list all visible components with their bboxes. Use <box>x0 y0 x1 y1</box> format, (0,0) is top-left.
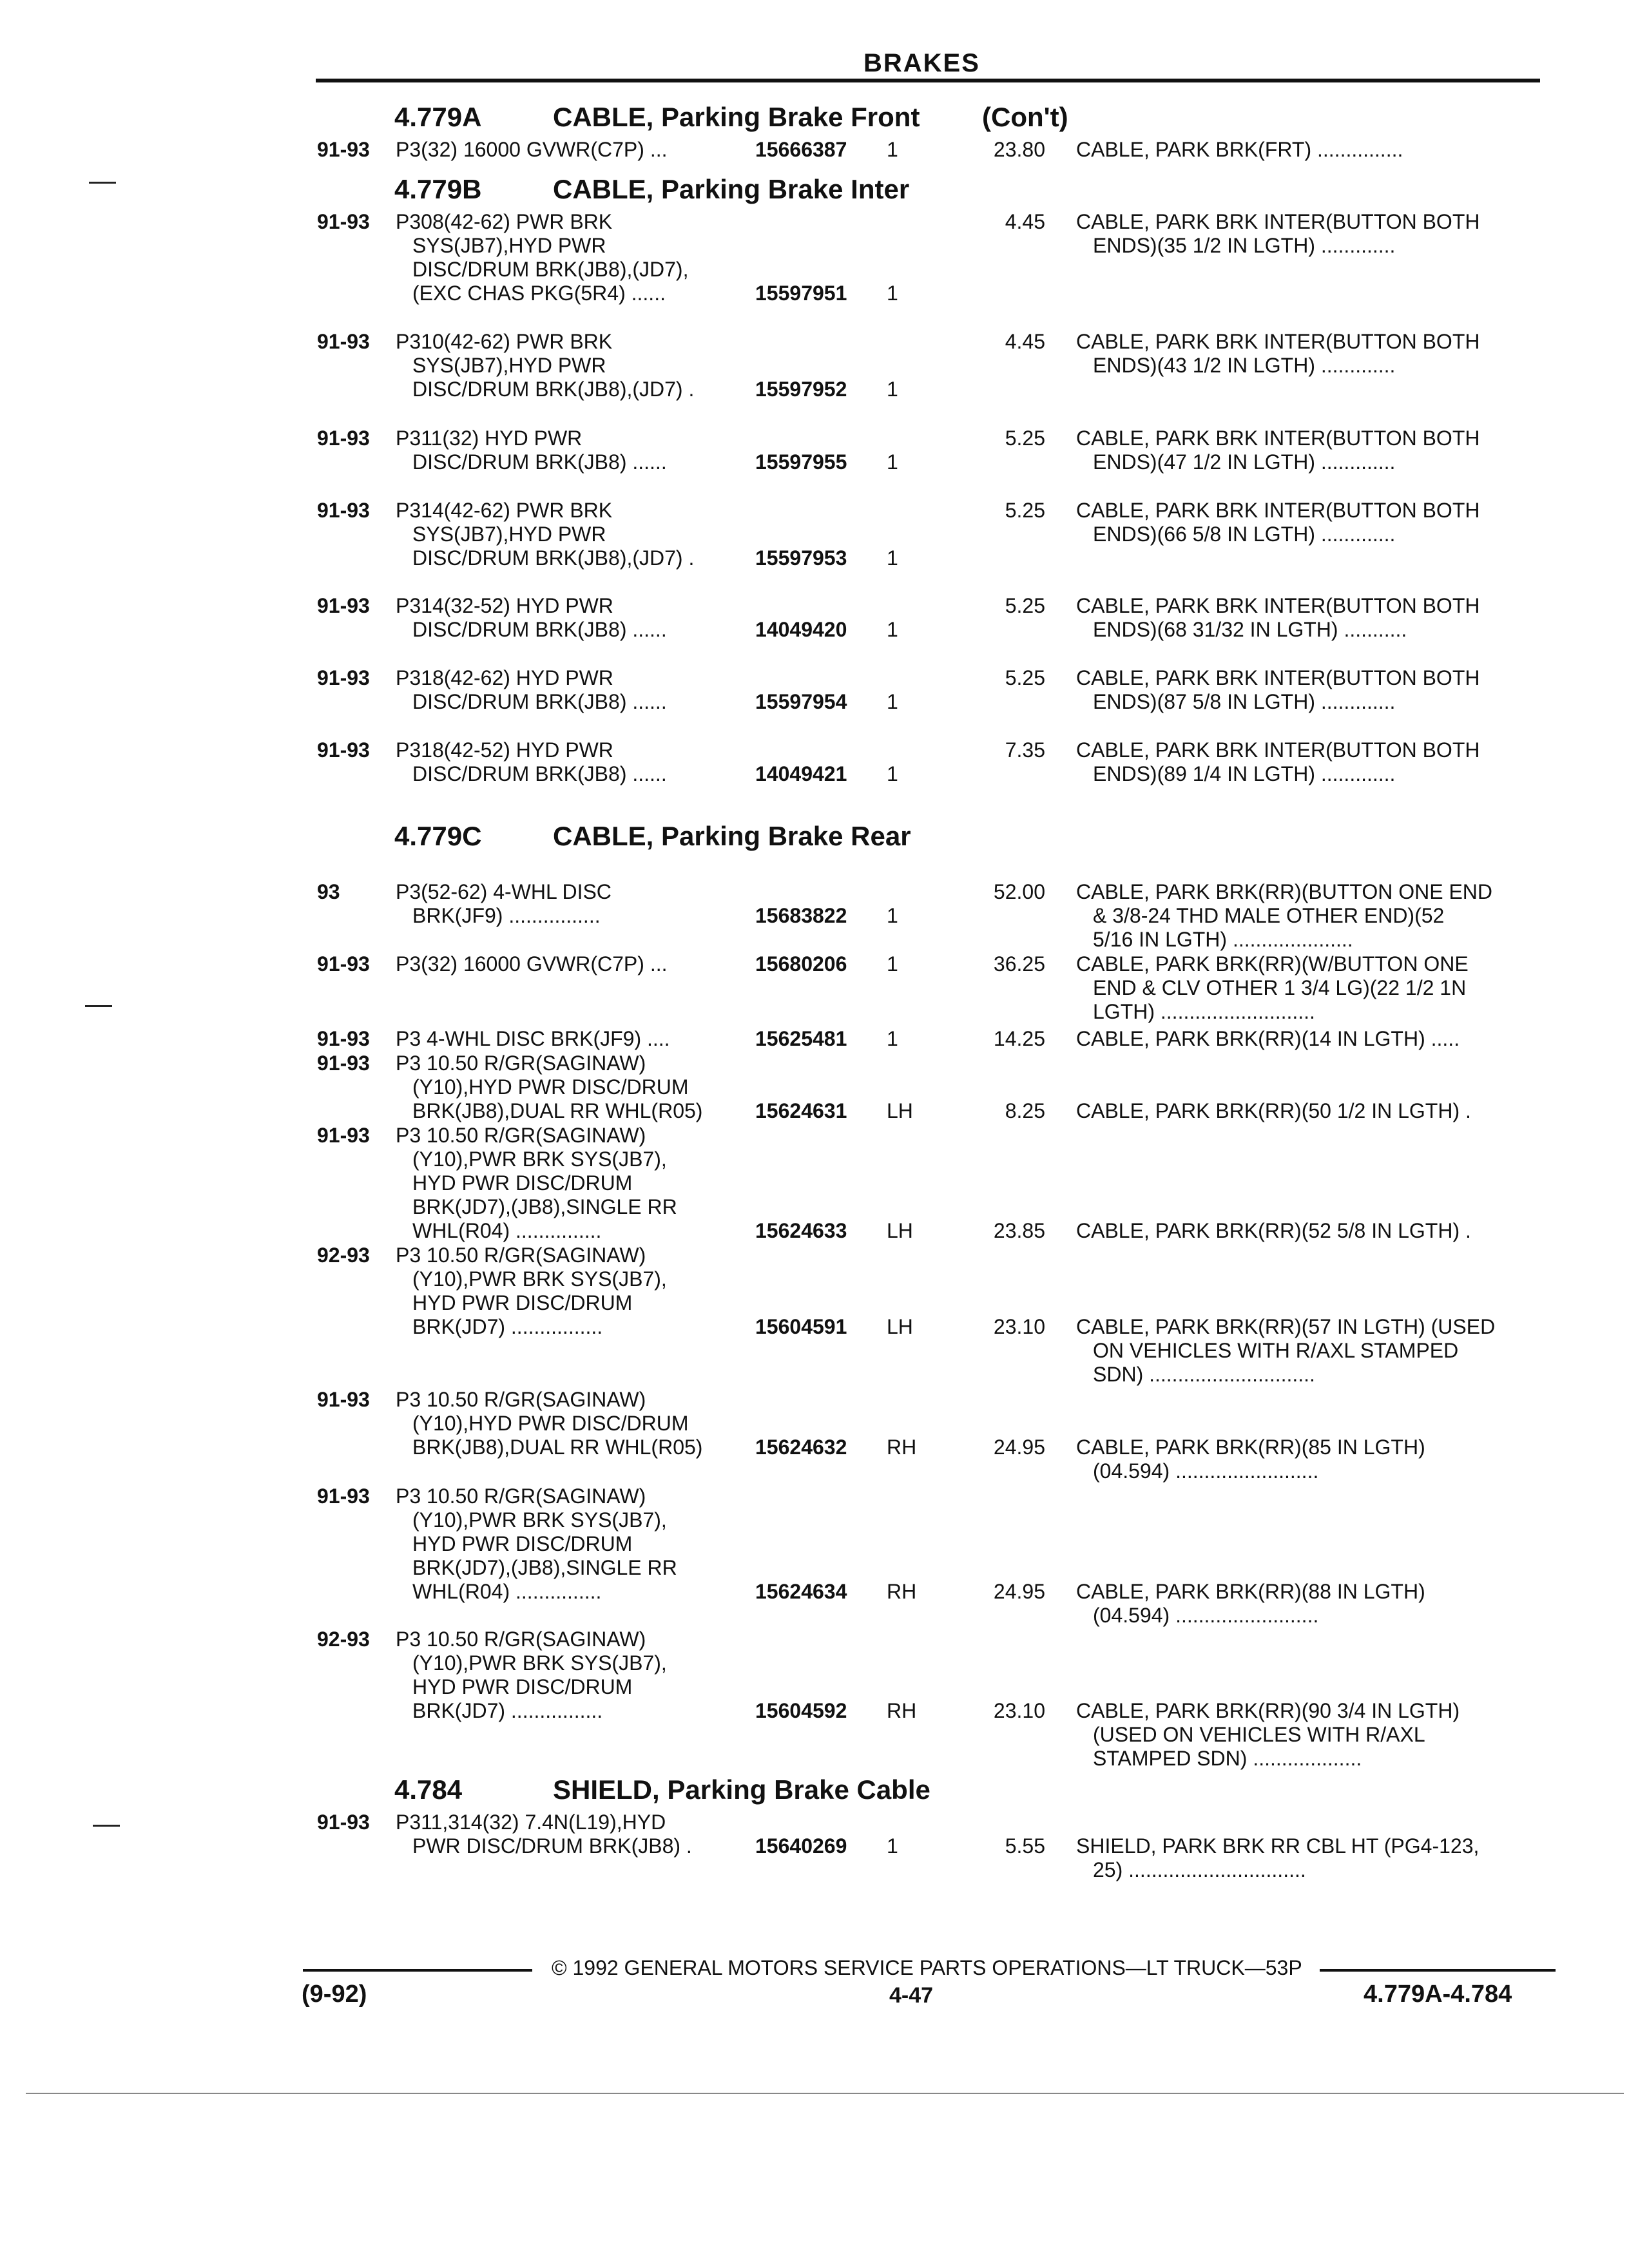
section-number: 4.779A <box>394 102 482 132</box>
quantity: 1 <box>887 450 898 474</box>
application-description <box>396 330 757 401</box>
application-description <box>396 1485 757 1604</box>
list-price: 23.10 <box>993 1699 1045 1722</box>
description-line: DISC/DRUM BRK(JB8) ...... <box>412 762 667 785</box>
description-line: DISC/DRUM BRK(JB8) ...... <box>412 450 667 474</box>
list-price: 23.10 <box>993 1315 1045 1338</box>
part-description <box>1076 1388 1540 1483</box>
section-title: CABLE, Parking Brake Rear <box>553 821 911 851</box>
quantity: RH <box>887 1580 917 1603</box>
part-description-line: ENDS)(35 1/2 IN LGTH) ............. <box>1093 234 1396 257</box>
list-price: 14.25 <box>993 1027 1045 1050</box>
part-description-line <box>1076 1388 1540 1412</box>
part-description <box>1076 738 1540 786</box>
part-description-line <box>1076 1124 1540 1148</box>
description-line: (EXC CHAS PKG(5R4) ...... <box>412 282 666 305</box>
description-line: P3(32) 16000 GVWR(C7P) ... <box>396 138 668 161</box>
header-rule <box>316 79 1540 82</box>
part-number: 15597952 <box>755 378 847 401</box>
application-description <box>396 1052 757 1123</box>
description-line: P3 10.50 R/GR(SAGINAW) <box>396 1388 646 1411</box>
description-line: P3 10.50 R/GR(SAGINAW) <box>396 1052 646 1075</box>
model-years: 91-93 <box>317 952 370 975</box>
model-years: 93 <box>317 880 340 903</box>
quantity: 1 <box>887 546 898 570</box>
list-price: 24.95 <box>993 1436 1045 1459</box>
part-description <box>1076 330 1540 378</box>
quantity: RH <box>887 1699 917 1722</box>
footer-rule-left <box>303 1969 532 1972</box>
application-description <box>396 738 757 786</box>
section-continued-label: (Con't) <box>982 102 1068 132</box>
description-line: PWR DISC/DRUM BRK(JB8) . <box>412 1834 692 1858</box>
part-description <box>1076 880 1540 952</box>
part-number: 15597951 <box>755 282 847 305</box>
quantity: 1 <box>887 138 898 161</box>
part-description-line <box>1076 1148 1540 1171</box>
description-line: (Y10),PWR BRK SYS(JB7), <box>412 1148 667 1171</box>
list-price: 5.25 <box>1005 499 1045 522</box>
description-line: SYS(JB7),HYD PWR <box>412 523 606 546</box>
part-description-line: CABLE, PARK BRK INTER(BUTTON BOTH <box>1076 330 1480 353</box>
list-price: 52.00 <box>993 880 1045 903</box>
part-description-line: CABLE, PARK BRK(FRT) ............... <box>1076 138 1403 161</box>
application-description <box>396 427 757 474</box>
part-number: 15604591 <box>755 1315 847 1338</box>
application-description <box>396 1027 757 1051</box>
part-description-line: CABLE, PARK BRK INTER(BUTTON BOTH <box>1076 210 1480 233</box>
application-description <box>396 1244 757 1339</box>
model-years: 92-93 <box>317 1628 370 1651</box>
footer-copyright: © 1992 GENERAL MOTORS SERVICE PARTS OPERATIONS—LT TRUCK—53P <box>552 1956 1302 1979</box>
binder-mark <box>93 1825 120 1827</box>
description-line: HYD PWR DISC/DRUM <box>412 1675 633 1698</box>
quantity: 1 <box>887 618 898 641</box>
description-line: P3(52-62) 4-WHL DISC <box>396 880 612 903</box>
footer-revision-date: (9-92) <box>302 1981 367 2008</box>
description-line: SYS(JB7),HYD PWR <box>412 234 606 257</box>
list-price: 4.45 <box>1005 330 1045 353</box>
section-number: 4.779B <box>394 174 482 204</box>
description-line: P318(42-62) HYD PWR <box>396 666 613 689</box>
part-number: 15680206 <box>755 952 847 975</box>
section-title: CABLE, Parking Brake Front <box>553 102 920 132</box>
part-description <box>1076 1244 1540 1387</box>
part-description-line: ENDS)(47 1/2 IN LGTH) ............. <box>1093 450 1396 474</box>
part-description-line <box>1076 1651 1540 1675</box>
part-description-line <box>1076 1267 1540 1291</box>
part-description <box>1076 1124 1540 1243</box>
part-description-line: STAMPED SDN) ................... <box>1093 1747 1362 1770</box>
part-description-line: CABLE, PARK BRK(RR)(52 5/8 IN LGTH) . <box>1076 1219 1471 1242</box>
section-title: CABLE, Parking Brake Inter <box>553 174 910 204</box>
list-price: 4.45 <box>1005 210 1045 233</box>
list-price: 8.25 <box>1005 1099 1045 1122</box>
quantity: 1 <box>887 282 898 305</box>
description-line: HYD PWR DISC/DRUM <box>412 1171 633 1195</box>
part-description <box>1076 1485 1540 1628</box>
part-description-line: ENDS)(43 1/2 IN LGTH) ............. <box>1093 354 1396 377</box>
part-description <box>1076 1027 1540 1051</box>
part-number: 14049420 <box>755 618 847 641</box>
description-line: BRK(JB8),DUAL RR WHL(R05) <box>412 1436 703 1459</box>
part-description-line: (USED ON VEHICLES WITH R/AXL <box>1093 1723 1425 1746</box>
part-description-line: CABLE, PARK BRK(RR)(90 3/4 IN LGTH) <box>1076 1699 1460 1722</box>
list-price: 7.35 <box>1005 738 1045 762</box>
list-price: 5.25 <box>1005 427 1045 450</box>
part-description-line <box>1076 1508 1540 1532</box>
description-line: P318(42-52) HYD PWR <box>396 738 613 762</box>
part-description-line: SDN) ............................. <box>1093 1363 1315 1386</box>
description-line: WHL(R04) ............... <box>412 1219 602 1242</box>
description-line: P308(42-62) PWR BRK <box>396 210 613 233</box>
list-price: 23.80 <box>993 138 1045 161</box>
part-description-line <box>1076 1628 1540 1651</box>
description-line: P314(42-62) PWR BRK <box>396 499 613 522</box>
part-description-line: CABLE, PARK BRK INTER(BUTTON BOTH <box>1076 594 1480 617</box>
part-description-line: CABLE, PARK BRK INTER(BUTTON BOTH <box>1076 666 1480 689</box>
part-description-line: 25) ............................... <box>1093 1858 1306 1881</box>
part-description-line <box>1076 1412 1540 1436</box>
part-number: 15640269 <box>755 1834 847 1858</box>
application-description <box>396 1628 757 1723</box>
quantity: 1 <box>887 1834 898 1858</box>
part-number: 15683822 <box>755 904 847 927</box>
part-description-line <box>1076 1485 1540 1508</box>
list-price: 5.25 <box>1005 594 1045 617</box>
part-description-line: CABLE, PARK BRK(RR)(57 IN LGTH) (USED <box>1076 1315 1496 1338</box>
part-number: 15624633 <box>755 1219 847 1242</box>
model-years: 91-93 <box>317 1124 370 1147</box>
page-header-title: BRAKES <box>863 49 980 77</box>
model-years: 92-93 <box>317 1244 370 1267</box>
description-line: P3 10.50 R/GR(SAGINAW) <box>396 1124 646 1147</box>
description-line: DISC/DRUM BRK(JB8),(JD7) . <box>412 378 695 401</box>
part-description-line: 5/16 IN LGTH) ..................... <box>1093 928 1353 951</box>
part-description-line: CABLE, PARK BRK(RR)(BUTTON ONE END <box>1076 880 1493 903</box>
part-number: 15597954 <box>755 690 847 713</box>
description-line: P3 10.50 R/GR(SAGINAW) <box>396 1628 646 1651</box>
part-number: 15624631 <box>755 1099 847 1122</box>
model-years: 91-93 <box>317 1485 370 1508</box>
part-description-line: ENDS)(66 5/8 IN LGTH) ............. <box>1093 523 1396 546</box>
application-description <box>396 138 757 162</box>
description-line: (Y10),HYD PWR DISC/DRUM <box>412 1075 689 1099</box>
section-title: SHIELD, Parking Brake Cable <box>553 1774 930 1805</box>
description-line: WHL(R04) ............... <box>412 1580 602 1603</box>
part-description-line: CABLE, PARK BRK(RR)(W/BUTTON ONE <box>1076 952 1469 975</box>
description-line: P3 10.50 R/GR(SAGINAW) <box>396 1244 646 1267</box>
model-years: 91-93 <box>317 138 370 161</box>
quantity: 1 <box>887 952 898 975</box>
quantity: 1 <box>887 904 898 927</box>
application-description <box>396 880 757 928</box>
part-description-line: CABLE, PARK BRK INTER(BUTTON BOTH <box>1076 499 1480 522</box>
model-years: 91-93 <box>317 1388 370 1411</box>
description-line: P3(32) 16000 GVWR(C7P) ... <box>396 952 668 975</box>
description-line: P3 4-WHL DISC BRK(JF9) .... <box>396 1027 670 1050</box>
part-description <box>1076 1052 1540 1123</box>
list-price: 5.25 <box>1005 666 1045 689</box>
part-description <box>1076 499 1540 546</box>
part-number: 15666387 <box>755 138 847 161</box>
part-number: 15604592 <box>755 1699 847 1722</box>
description-line: HYD PWR DISC/DRUM <box>412 1291 633 1314</box>
part-number: 15597953 <box>755 546 847 570</box>
part-description <box>1076 1628 1540 1771</box>
part-number: 15625481 <box>755 1027 847 1050</box>
quantity: 1 <box>887 1027 898 1050</box>
part-number: 15597955 <box>755 450 847 474</box>
part-description-line: ON VEHICLES WITH R/AXL STAMPED <box>1093 1339 1459 1362</box>
part-description-line <box>1076 1195 1540 1219</box>
part-number: 15624632 <box>755 1436 847 1459</box>
footer-rule-right <box>1320 1969 1556 1972</box>
part-description-line: ENDS)(87 5/8 IN LGTH) ............. <box>1093 690 1396 713</box>
part-description <box>1076 594 1540 642</box>
list-price: 36.25 <box>993 952 1045 975</box>
description-line: (Y10),HYD PWR DISC/DRUM <box>412 1412 689 1435</box>
part-description-line <box>1076 1532 1540 1556</box>
model-years: 91-93 <box>317 499 370 522</box>
description-line: (Y10),PWR BRK SYS(JB7), <box>412 1651 667 1675</box>
part-description-line: CABLE, PARK BRK INTER(BUTTON BOTH <box>1076 427 1480 450</box>
part-description <box>1076 138 1540 162</box>
description-line: P314(32-52) HYD PWR <box>396 594 613 617</box>
model-years: 91-93 <box>317 1052 370 1075</box>
description-line: DISC/DRUM BRK(JB8),(JD7), <box>412 258 689 281</box>
part-description-line: ENDS)(89 1/4 IN LGTH) ............. <box>1093 762 1396 785</box>
model-years: 91-93 <box>317 594 370 617</box>
description-line: BRK(JF9) ................ <box>412 904 601 927</box>
part-description-line: SHIELD, PARK BRK RR CBL HT (PG4-123, <box>1076 1834 1480 1858</box>
part-description-line: CABLE, PARK BRK(RR)(88 IN LGTH) <box>1076 1580 1425 1603</box>
description-line: (Y10),PWR BRK SYS(JB7), <box>412 1508 667 1532</box>
description-line: DISC/DRUM BRK(JB8) ...... <box>412 690 667 713</box>
description-line: BRK(JB8),DUAL RR WHL(R05) <box>412 1099 703 1122</box>
part-description-line <box>1076 1171 1540 1195</box>
quantity: 1 <box>887 378 898 401</box>
binder-mark <box>89 182 116 184</box>
application-description <box>396 1811 757 1858</box>
application-description <box>396 666 757 714</box>
part-description <box>1076 427 1540 474</box>
part-description-line: CABLE, PARK BRK(RR)(85 IN LGTH) <box>1076 1436 1425 1459</box>
list-price: 24.95 <box>993 1580 1045 1603</box>
description-line: SYS(JB7),HYD PWR <box>412 354 606 377</box>
description-line: DISC/DRUM BRK(JB8),(JD7) . <box>412 546 695 570</box>
part-description-line: & 3/8-24 THD MALE OTHER END)(52 <box>1093 904 1445 927</box>
part-description <box>1076 666 1540 714</box>
model-years: 91-93 <box>317 1027 370 1050</box>
description-line: HYD PWR DISC/DRUM <box>412 1532 633 1555</box>
part-description-line <box>1076 1811 1540 1834</box>
part-description-line <box>1076 1244 1540 1267</box>
model-years: 91-93 <box>317 666 370 689</box>
description-line: (Y10),PWR BRK SYS(JB7), <box>412 1267 667 1291</box>
description-line: P3 10.50 R/GR(SAGINAW) <box>396 1485 646 1508</box>
description-line: BRK(JD7),(JB8),SINGLE RR <box>412 1195 677 1218</box>
part-description-line <box>1076 1291 1540 1315</box>
description-line: P311(32) HYD PWR <box>396 427 583 450</box>
part-description-line <box>1076 1075 1540 1099</box>
quantity: LH <box>887 1315 913 1338</box>
application-description <box>396 952 757 976</box>
application-description <box>396 1388 757 1459</box>
part-number: 14049421 <box>755 762 847 785</box>
part-description-line: LGTH) ........................... <box>1093 1000 1315 1023</box>
application-description <box>396 1124 757 1243</box>
footer-page-number: 4-47 <box>889 1983 934 2008</box>
section-number: 4.784 <box>394 1774 463 1805</box>
list-price: 23.85 <box>993 1219 1045 1242</box>
quantity: LH <box>887 1219 913 1242</box>
description-line: BRK(JD7) ................ <box>412 1315 603 1338</box>
part-number: 15624634 <box>755 1580 847 1603</box>
part-description-line: CABLE, PARK BRK INTER(BUTTON BOTH <box>1076 738 1480 762</box>
model-years: 91-93 <box>317 427 370 450</box>
part-description <box>1076 210 1540 258</box>
part-description-line: END & CLV OTHER 1 3/4 LG)(22 1/2 1N <box>1093 976 1467 999</box>
model-years: 91-93 <box>317 210 370 233</box>
part-description-line: ENDS)(68 31/32 IN LGTH) ........... <box>1093 618 1407 641</box>
description-line: P311,314(32) 7.4N(L19),HYD <box>396 1811 666 1834</box>
part-description-line <box>1076 1052 1540 1075</box>
application-description <box>396 499 757 570</box>
description-line: P310(42-62) PWR BRK <box>396 330 613 353</box>
description-line: BRK(JD7) ................ <box>412 1699 603 1722</box>
model-years: 91-93 <box>317 330 370 353</box>
quantity: 1 <box>887 762 898 785</box>
list-price: 5.55 <box>1005 1834 1045 1858</box>
part-description <box>1076 952 1540 1024</box>
model-years: 91-93 <box>317 1811 370 1834</box>
quantity: RH <box>887 1436 917 1459</box>
part-description-line <box>1076 1675 1540 1699</box>
application-description <box>396 210 757 305</box>
description-line: BRK(JD7),(JB8),SINGLE RR <box>412 1556 677 1579</box>
quantity: LH <box>887 1099 913 1122</box>
footer-section-range: 4.779A-4.784 <box>1364 1981 1512 2008</box>
part-description <box>1076 1811 1540 1882</box>
model-years: 91-93 <box>317 738 370 762</box>
section-number: 4.779C <box>394 821 482 851</box>
application-description <box>396 594 757 642</box>
part-description-line: CABLE, PARK BRK(RR)(50 1/2 IN LGTH) . <box>1076 1099 1471 1122</box>
scan-edge-line <box>26 2093 1624 2094</box>
part-description-line <box>1076 1556 1540 1580</box>
quantity: 1 <box>887 690 898 713</box>
binder-mark <box>85 1005 112 1007</box>
part-description-line: (04.594) ......................... <box>1093 1459 1319 1483</box>
description-line: DISC/DRUM BRK(JB8) ...... <box>412 618 667 641</box>
part-description-line: (04.594) ......................... <box>1093 1604 1319 1627</box>
part-description-line: CABLE, PARK BRK(RR)(14 IN LGTH) ..... <box>1076 1027 1460 1050</box>
